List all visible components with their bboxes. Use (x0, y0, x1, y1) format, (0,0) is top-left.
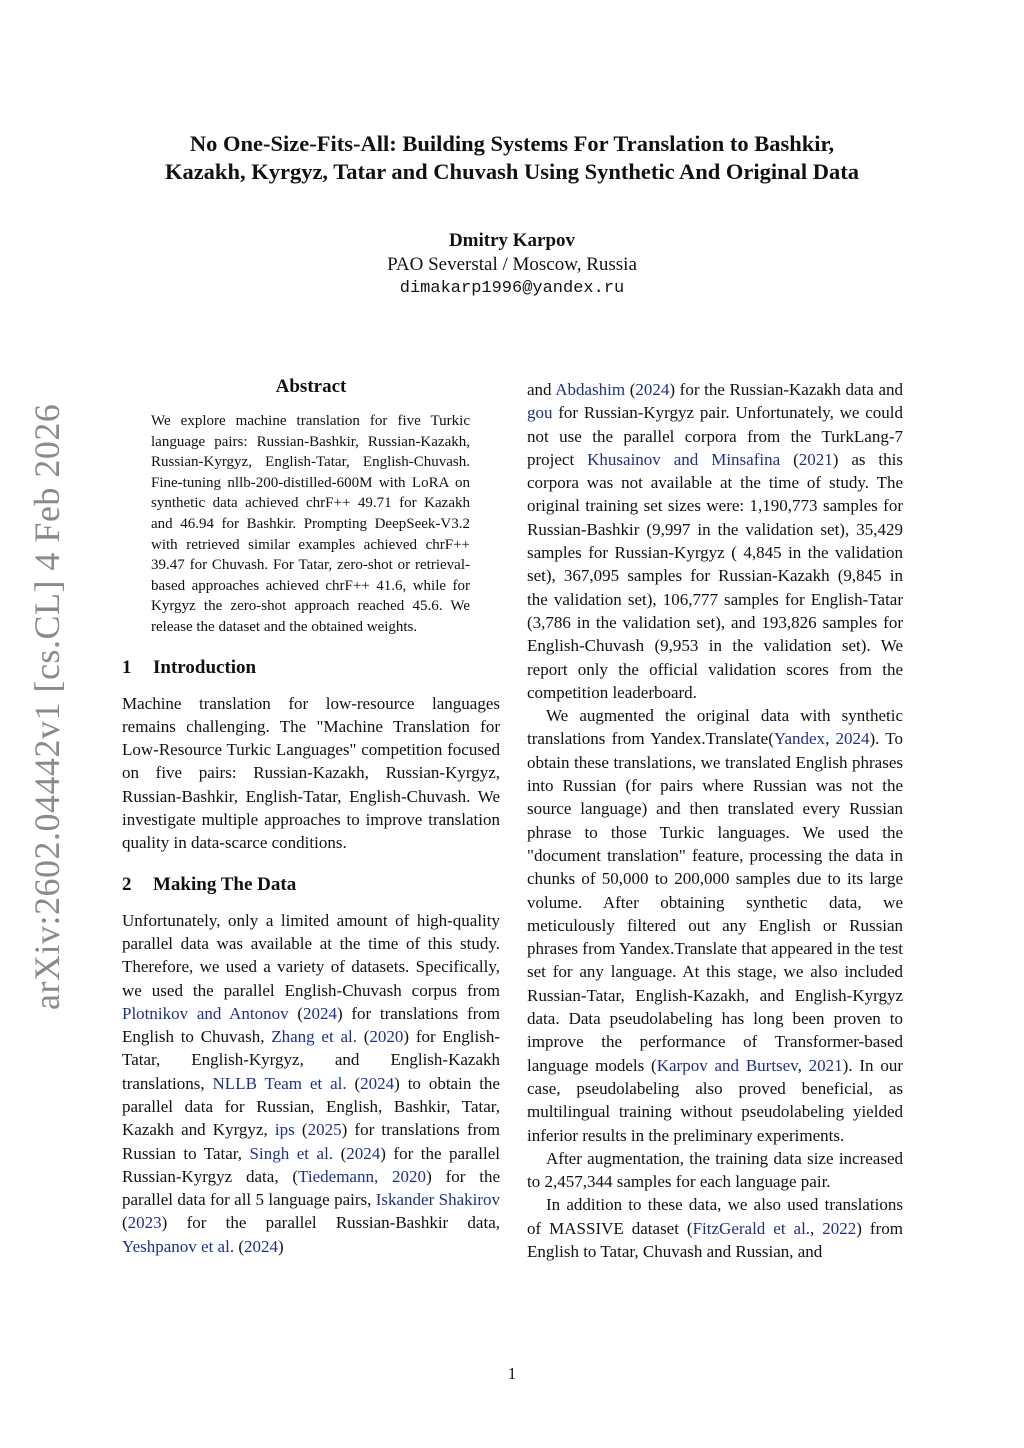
citation-year-link[interactable]: 2024 (244, 1236, 278, 1256)
section-2-title: Making The Data (153, 873, 297, 895)
right-column (527, 378, 903, 1263)
section-2-paragraph-4: In addition to these data, we also used translations of MASSIVE dataset (FitzGerald et al., 2022) from English to Tatar, Chuvash and Russian, and (527, 1195, 903, 1261)
page-number: 1 (507, 1364, 517, 1383)
citation-link[interactable]: Iskander Shakirov (375, 1190, 501, 1210)
left-column (122, 376, 500, 1258)
section-2-paragraph-1: Unfortunately, only a limited amount of high-quality parallel data was available at the time of this study. Therefore, we used a variety of datasets. Specifically, we used the parallel English-Chuvash corpus from Plotnikov and Antonov (2024) for translations from English to Chuvash, Zhang et al. (2020) for English-Tatar, English-Kyrgyz, and English-Kazakh translations, NLLB Team et al. (2024) to obtain the parallel data for Russian, English, Bashkir, Tatar, Kazakh and Kyrgyz, ips (2025) for translations from Russian to Tatar, Singh et al. (2024) for the parallel Russian-Kyrgyz data, (Tiedemann, 2020) for the parallel data for all 5 language pairs, Iskander Shakirov (2023) for the parallel Russian-Bashkir data, Yeshpanov et al. (2024) (122, 910, 501, 1256)
section-2-paragraph-1-continued: and Abdashim (2024) for the Russian-Kazakh data and gou for Russian-Kyrgyz pair. Unfortunately, we could not use the parallel corpora from the TurkLang-7 project Khusainov and Minsafina (2021) as this corpora was not available at the time of study. The original training set sizes were: 1,190,773 samples for Russian-Bashkir (9,997 in the validation set), 35,429 samples for Russian-Kyrgyz ( 4,845 in the validation set), 367,095 samples for Russian-Kazakh (9,845 in the validation set), 106,777 samples for English-Tatar (3,786 in the validation set), and 193,826 samples for English-Chuvash (9,953 in the validation set). We report only the official validation scores from the competition leaderboard. (527, 380, 903, 702)
citation-link[interactable]: Zhang et al. (271, 1027, 357, 1047)
section-2-paragraph-2: We augmented the original data with synthetic translations from Yandex.Translate(Yandex, 2024). To obtain these translations, we translated English phrases into Russian (for pairs where Russian was not the source language) and then translated every Russian phrase to those Turkic languages. We used the "document translation" feature, processing the data in chunks of 50,000 to 200,000 samples due to its large volume. After obtaining synthetic data, we meticulously filtered out any English or Russian phrases from Yandex.Translate that appeared in the test set for any language. At this stage, we also included Russian-Tatar, English-Kazakh, and English-Kyrgyz data. Data pseudolabeling has long been proven to improve the performance of Transformer-based language models (Karpov and Burtsev, 2021). In our case, pseudolabeling also proved beneficial, as multilingual training without pseudolabeling yielded inferior results in the preliminary experiments. (527, 706, 903, 1145)
section-2-number: 2 (122, 873, 132, 895)
section-1-heading (122, 657, 500, 679)
abstract-heading: Abstract (275, 376, 347, 397)
citation-year-link[interactable]: 2024 (360, 1073, 395, 1093)
citation-link[interactable]: Yeshpanov et al. (122, 1236, 235, 1256)
citation-year-link[interactable]: 2024 (346, 1143, 381, 1163)
citation-link[interactable]: Yandex (773, 729, 826, 749)
citation-year-link[interactable]: 2021 (798, 449, 833, 469)
citation-link[interactable]: Tiedemann, 2020 (298, 1166, 427, 1186)
citation-link[interactable]: gou (527, 403, 553, 423)
citation-link[interactable]: Plotnikov and Antonov (122, 1003, 289, 1023)
section-1-number: 1 (122, 656, 132, 678)
citation-link[interactable]: FitzGerald et al. (692, 1218, 811, 1238)
citation-year-link[interactable]: 2020 (369, 1027, 404, 1047)
citation-year-link[interactable]: 2022 (822, 1218, 857, 1238)
abstract-body: We explore machine translation for five Turkic language pairs: Russian-Bashkir, Russian-Kazakh, Russian-Kyrgyz, English-Tatar, English-Chuvash. Fine-tuning nllb-200-distilled-600M with LoRA on synthetic data achieved chrF++ 49.71 for Kazakh and 46.94 for Bashkir. Prompting DeepSeek-V3.2 with retrieved similar examples achieved chrF++ 39.47 for Chuvash. For Tatar, zero-shot or retrieval-based approaches achieved chrF++ 41.6, while for Kyrgyz the zero-shot approach reached 45.6. We release the dataset and the obtained weights. (151, 413, 470, 635)
citation-link[interactable]: Abdashim (555, 380, 626, 399)
paper-title (100, 130, 924, 186)
citation-link[interactable]: NLLB Team et al. (212, 1073, 347, 1093)
citation-year-link[interactable]: 2021 (808, 1055, 843, 1075)
author-block (200, 229, 824, 301)
section-2-heading (122, 874, 500, 896)
section-1-paragraph: Machine translation for low-resource languages remains challenging. The "Machine Translation for Low-Resource Turkic Languages" competition focused on five pairs: Russian-Kazakh, Russian-Kyrgyz, Russian-Bashkir, English-Tatar, English-Chuvash. We investigate multiple approaches to improve translation quality in data-scarce conditions. (122, 693, 500, 853)
citation-link[interactable]: Karpov and Burtsev (656, 1055, 798, 1075)
author-name: Dmitry Karpov (448, 230, 576, 251)
title-line-1: No One-Size-Fits-All: Building Systems For Translation to Bashkir, (189, 131, 835, 156)
citation-link[interactable]: ips (274, 1120, 295, 1140)
section-1-title: Introduction (153, 656, 257, 678)
author-affiliation: PAO Severstal / Moscow, Russia (387, 254, 637, 275)
arxiv-stamp: arXiv:2602.04442v1 [cs.CL] 4 Feb 2026 (27, 403, 67, 1010)
title-line-2: Kazakh, Kyrgyz, Tatar and Chuvash Using Synthetic And Original Data (164, 159, 860, 184)
citation-link[interactable]: Khusainov and Minsafina (587, 449, 781, 469)
citation-year-link[interactable]: 2023 (127, 1213, 162, 1233)
citation-link[interactable]: Singh et al. (249, 1143, 334, 1163)
citation-year-link[interactable]: 2024 (835, 729, 870, 749)
author-email[interactable]: dimakarp1996@yandex.ru (399, 279, 625, 298)
citation-year-link[interactable]: 2024 (303, 1003, 337, 1023)
section-2-paragraph-3: After augmentation, the training data size increased to 2,457,344 samples for each language pair. (527, 1148, 903, 1192)
citation-year-link[interactable]: 2025 (307, 1120, 342, 1140)
citation-year-link[interactable]: 2024 (635, 380, 670, 399)
